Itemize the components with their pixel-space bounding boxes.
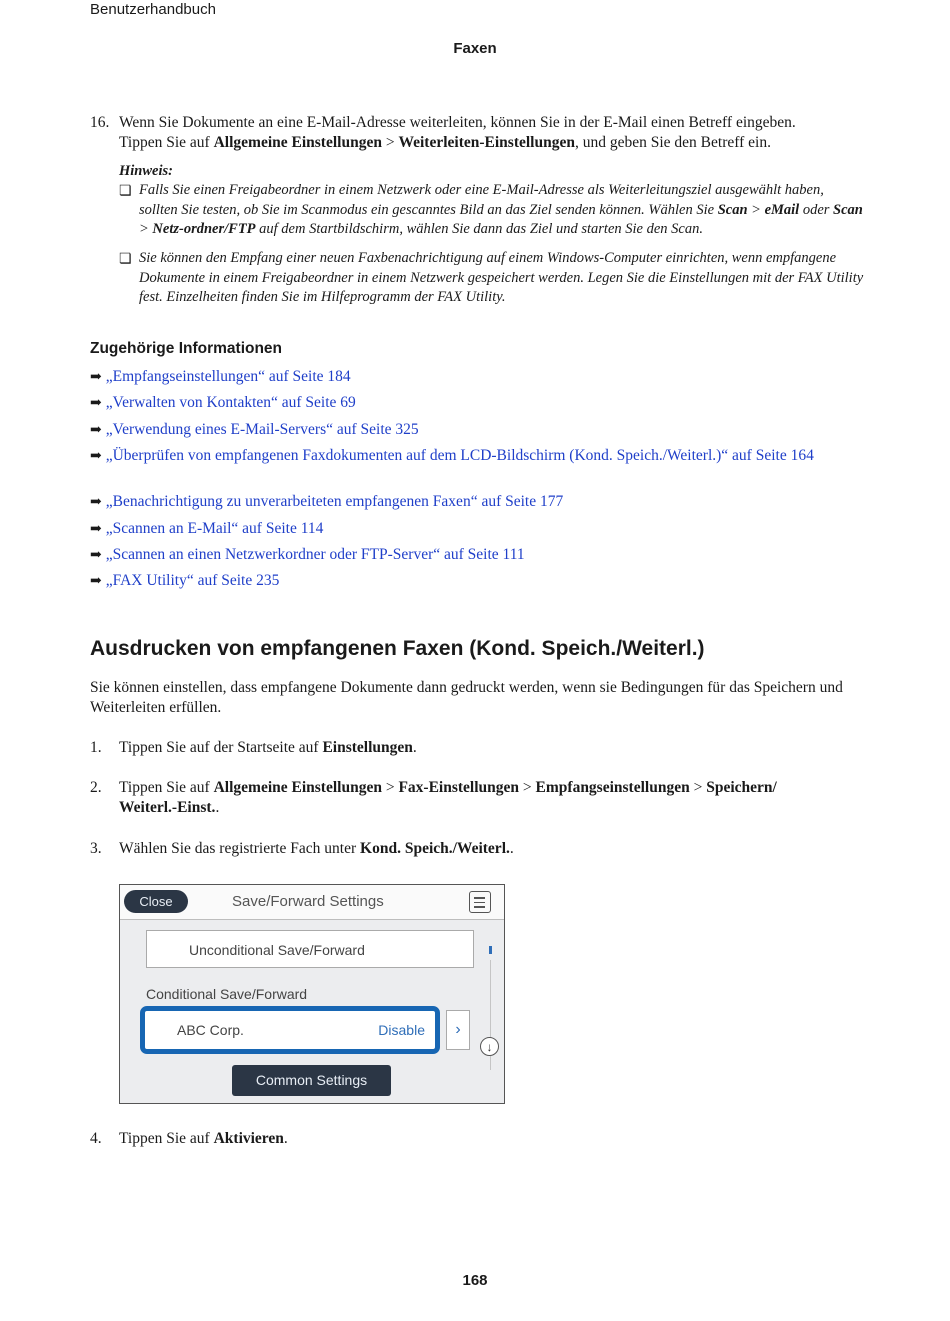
screen-title-bar	[120, 885, 504, 920]
path-separator: >	[139, 221, 153, 237]
screen-body	[120, 920, 504, 1103]
link-text[interactable]: „Benachrichtigung zu unverarbeiteten empfangenen Faxen“ auf Seite 177	[105, 493, 564, 510]
scroll-indicator	[489, 946, 492, 954]
step-text-post: .	[215, 799, 220, 816]
step-text	[119, 113, 870, 153]
related-link[interactable]	[90, 544, 850, 566]
running-title: Benutzerhandbuch	[90, 1, 216, 18]
checkbox-bullet-icon: ❏	[119, 184, 132, 199]
common-settings-button[interactable]: Common Settings	[232, 1065, 391, 1096]
menu-fax-settings: Fax-Einstellungen	[398, 779, 520, 796]
step-text-post: .	[412, 739, 417, 756]
step-number: 1.	[90, 739, 102, 756]
step-2	[90, 778, 830, 818]
step-text-pre: Wählen Sie das registrierte Fach unter	[119, 840, 361, 857]
related-link[interactable]	[90, 366, 850, 388]
menu-network-folder: Netz-ordner/FTP	[152, 221, 256, 237]
note-text: oder	[799, 201, 834, 218]
arrow-right-icon: ➡	[90, 396, 102, 411]
link-text[interactable]: „Empfangseinstellungen“ auf Seite 184	[105, 368, 351, 385]
link-text[interactable]: „Scannen an E-Mail“ auf Seite 114	[105, 520, 324, 537]
step-text-post: , und geben Sie den Betreff ein.	[574, 134, 771, 151]
step-text	[119, 839, 870, 859]
step-3	[90, 839, 870, 859]
related-link[interactable]	[90, 491, 850, 513]
note-item-2	[119, 249, 864, 308]
link-text[interactable]: „Verwendung eines E-Mail-Servers“ auf Seite 325	[105, 421, 419, 438]
related-link[interactable]	[90, 570, 850, 592]
close-button[interactable]: Close	[124, 890, 188, 913]
screen-title: Save/Forward Settings	[232, 893, 384, 910]
arrow-right-icon: ➡	[90, 522, 102, 537]
link-text[interactable]: „Überprüfen von empfangenen Faxdokumenten auf dem LCD-Bildschirm (Kond. Speich./Weiterl.)“ auf Seite 164	[105, 447, 814, 464]
step-text	[119, 1129, 870, 1149]
menu-path-forward-settings: Weiterleiten-Einstellungen	[398, 134, 575, 151]
box-status: Disable	[378, 1022, 425, 1038]
path-separator: >	[519, 779, 536, 796]
arrow-right-icon: ➡	[90, 495, 102, 510]
menu-scan: Scan	[833, 201, 863, 218]
menu-icon[interactable]	[469, 891, 491, 913]
section-title: Faxen	[453, 40, 497, 57]
conditional-section-label: Conditional Save/Forward	[146, 986, 308, 1002]
chevron-right-icon[interactable]: ›	[446, 1010, 470, 1050]
link-text[interactable]: „Scannen an einen Netzwerkordner oder FTP-Server“ auf Seite 111	[105, 546, 525, 563]
menu-conditional-save-forward: Kond. Speich./Weiterl.	[360, 840, 510, 857]
step-number: 2.	[90, 779, 102, 796]
link-text[interactable]: „FAX Utility“ auf Seite 235	[105, 572, 280, 589]
related-link[interactable]	[90, 392, 850, 414]
box-item-abc-corp[interactable]	[140, 1006, 440, 1054]
step-text-post: .	[509, 840, 514, 857]
step-number: 3.	[90, 840, 102, 857]
arrow-right-icon: ➡	[90, 574, 102, 589]
intro-paragraph: Sie können einstellen, dass empfangene Dokumente dann gedruckt werden, wenn sie Bedingungen für das Speichern und Weiterleiten erfüllen.	[90, 679, 843, 716]
scroll-down-icon[interactable]: ↓	[480, 1037, 499, 1056]
step-4	[90, 1129, 870, 1149]
step-text	[119, 778, 830, 818]
related-link[interactable]	[90, 419, 850, 441]
path-separator: >	[747, 201, 765, 218]
step-number: 16.	[90, 114, 110, 131]
note-item-1-text	[139, 181, 864, 240]
note-item-1	[119, 181, 864, 240]
arrow-right-icon: ➡	[90, 423, 102, 438]
step-text-pre: Tippen Sie auf	[119, 779, 214, 796]
path-separator: >	[381, 779, 399, 796]
step-text	[119, 738, 870, 758]
arrow-right-icon: ➡	[90, 370, 102, 385]
menu-enable: Aktivieren	[213, 1130, 284, 1147]
note-title: Hinweis:	[119, 163, 173, 179]
menu-scan: Scan	[717, 201, 748, 218]
related-info-title: Zugehörige Informationen	[90, 340, 283, 357]
path-separator: >	[381, 134, 399, 151]
step-16	[90, 113, 870, 153]
step-text-post: .	[283, 1130, 288, 1147]
menu-general-settings: Allgemeine Einstellungen	[213, 779, 382, 796]
step-1	[90, 738, 870, 758]
menu-email: eMail	[764, 201, 800, 218]
page-number: 168	[462, 1272, 488, 1289]
arrow-right-icon: ➡	[90, 548, 102, 563]
step-text-line1: Wenn Sie Dokumente an eine E-Mail-Adresse weiterleiten, können Sie in der E-Mail einen Betreff eingeben.	[119, 114, 796, 131]
box-name: ABC Corp.	[177, 1022, 244, 1038]
related-link[interactable]	[90, 518, 850, 540]
menu-path-general-settings: Allgemeine Einstellungen	[213, 134, 382, 151]
note-item-2-text: Sie können den Empfang einer neuen Faxbenachrichtigung auf einem Windows-Computer einrichten, wenn empfangene Dokumente in einem Freigabeordner in einem Netzwerk gespeichert werden. Legen Sie die Einstellungen mit der FAX Utility fest. Einzelheiten finden Sie im Hilfeprogramm der FAX Utility.	[139, 250, 864, 305]
note-text: Falls Sie einen Freigabeordner in einem Netzwerk oder eine E-Mail-Adresse als Weiterleitungsziel ausgewählt haben, sollten Sie testen, ob Sie im Scanmodus ein gescanntes Bild an das Ziel senden können. Wählen Sie	[139, 182, 824, 218]
device-screen	[119, 884, 505, 1104]
step-text-pre: Tippen Sie auf	[119, 134, 214, 151]
related-link[interactable]	[90, 445, 820, 467]
menu-save-forward-settings: Speichern/ Weiterl.-Einst.	[119, 779, 777, 816]
unconditional-save-forward-button[interactable]: Unconditional Save/Forward	[146, 930, 474, 968]
link-text[interactable]: „Verwalten von Kontakten“ auf Seite 69	[105, 394, 356, 411]
step-number: 4.	[90, 1130, 102, 1147]
step-text-pre: Tippen Sie auf	[119, 1130, 214, 1147]
section-heading: Ausdrucken von empfangenen Faxen (Kond. Speich./Weiterl.)	[90, 637, 705, 660]
menu-receive-settings: Empfangseinstellungen	[535, 779, 690, 796]
step-text-pre: Tippen Sie auf der Startseite auf	[119, 739, 323, 756]
path-separator: >	[689, 779, 707, 796]
checkbox-bullet-icon: ❏	[119, 252, 132, 267]
note-text: auf dem Startbildschirm, wählen Sie dann das Ziel und starten Sie den Scan.	[255, 221, 703, 237]
menu-settings: Einstellungen	[322, 739, 413, 756]
arrow-right-icon: ➡	[90, 449, 102, 464]
